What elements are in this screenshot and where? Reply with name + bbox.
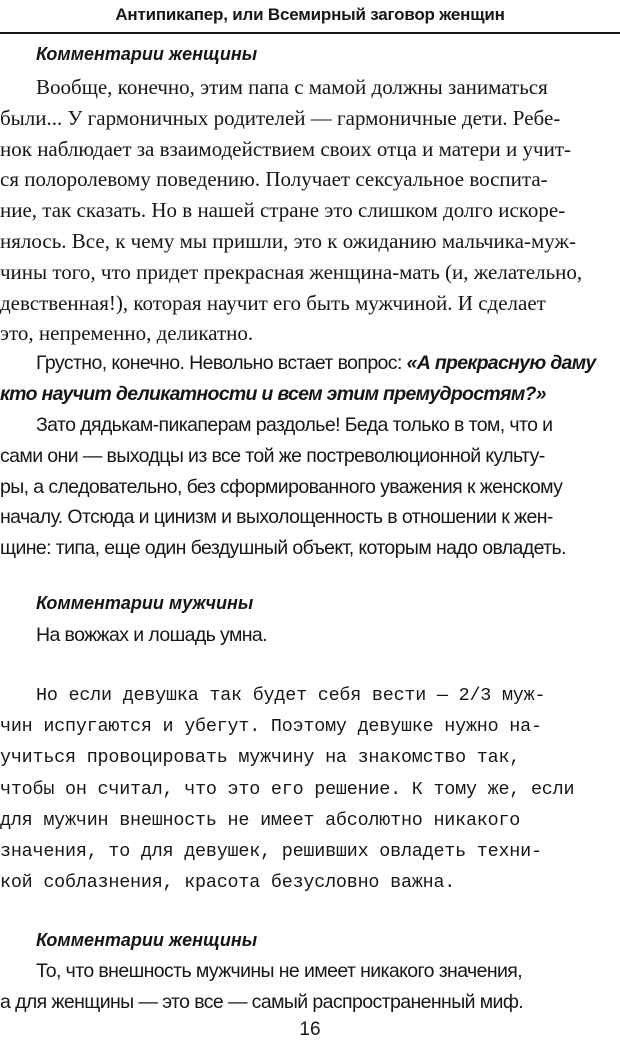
emphasized-question-line-2: кто научит деликатности и всем этим премудростям?»	[0, 382, 546, 405]
text-line: кой соблазнения, красота безусловно важна.	[0, 872, 456, 894]
comment-paragraph-4	[0, 956, 620, 1018]
text-line: чины того, что придет прекрасная женщина-мать (и, желательно,	[0, 259, 583, 284]
text-line: чтобы он считал, что это его решение. К тому же, если	[0, 778, 575, 800]
text-line: Вообще, конечно, этим папа с мамой должны заниматься	[36, 75, 548, 99]
text-line: То, что внешность мужчины не имеет никакого значения,	[36, 960, 523, 982]
section-heading-women-comments-2: Комментарии женщины	[36, 930, 258, 950]
text-line: нялось. Все, к чему мы пришли, это к ожиданию мальчика-муж-	[0, 228, 576, 253]
main-text	[0, 680, 620, 898]
text-line: чин испугаются и убегут. Поэтому девушке нужно на-	[0, 716, 542, 738]
text-line: сами они — выходцы из все той же постреволюционной культу-	[0, 444, 545, 467]
text-line	[36, 348, 614, 379]
question-lead-in: Грустно, конечно. Невольно встает вопрос:	[36, 352, 407, 374]
text-line: Зато дядькам-пикаперам раздолье! Беда только в том, что и	[36, 414, 553, 436]
text-line: учиться провоцировать мужчину на знакомство так,	[0, 747, 521, 769]
text-line: началу. Отсюда и цинизм и выхолощенность в отношении к жен-	[0, 506, 553, 529]
comment-paragraph-1	[0, 72, 614, 349]
emphasized-question: «А прекрасную даму	[406, 352, 596, 374]
section-heading-men-comments: Комментарии мужчины	[36, 593, 254, 613]
text-line: Но если девушка так будет себя вести — 2/3 муж-	[36, 685, 546, 706]
text-line: это, непременно, деликатно.	[0, 321, 254, 346]
text-line: значения, то для девушек, решивших овладеть техни-	[0, 841, 542, 863]
text-line: ся полоролевому поведению. Получает сексуальное воспита-	[0, 167, 548, 192]
men-comment-text: На вожжах и лошадь умна.	[36, 624, 267, 646]
text-line: ры, а следовательно, без сформированного уважения к женскому	[0, 475, 563, 498]
text-line: девственная!), которая научит его быть мужчиной. И сделает	[0, 290, 546, 315]
text-line: для мужчин внешность не имеет абсолютно никакого	[0, 809, 521, 831]
text-line: были... У гармоничных родителей — гармоничные дети. Ребе-	[0, 105, 561, 130]
comment-paragraph-3	[0, 410, 614, 564]
text-line: нок наблюдает за взаимодействием своих отца и матери и учит-	[0, 136, 571, 161]
text-line: ние, так сказать. Но в нашей стране это слишком долго искоре-	[0, 198, 566, 223]
page-number: 16	[299, 1019, 321, 1040]
running-head: Антипикапер, или Всемирный заговор женщин	[0, 0, 620, 34]
text-line: а для женщины — это все — самый распространенный миф.	[0, 990, 524, 1013]
text-line: щине: типа, еще один бездушный объект, которым надо овладеть.	[0, 537, 566, 560]
section-heading-women-comments: Комментарии женщины	[36, 44, 258, 64]
comment-paragraph-2	[0, 348, 614, 410]
